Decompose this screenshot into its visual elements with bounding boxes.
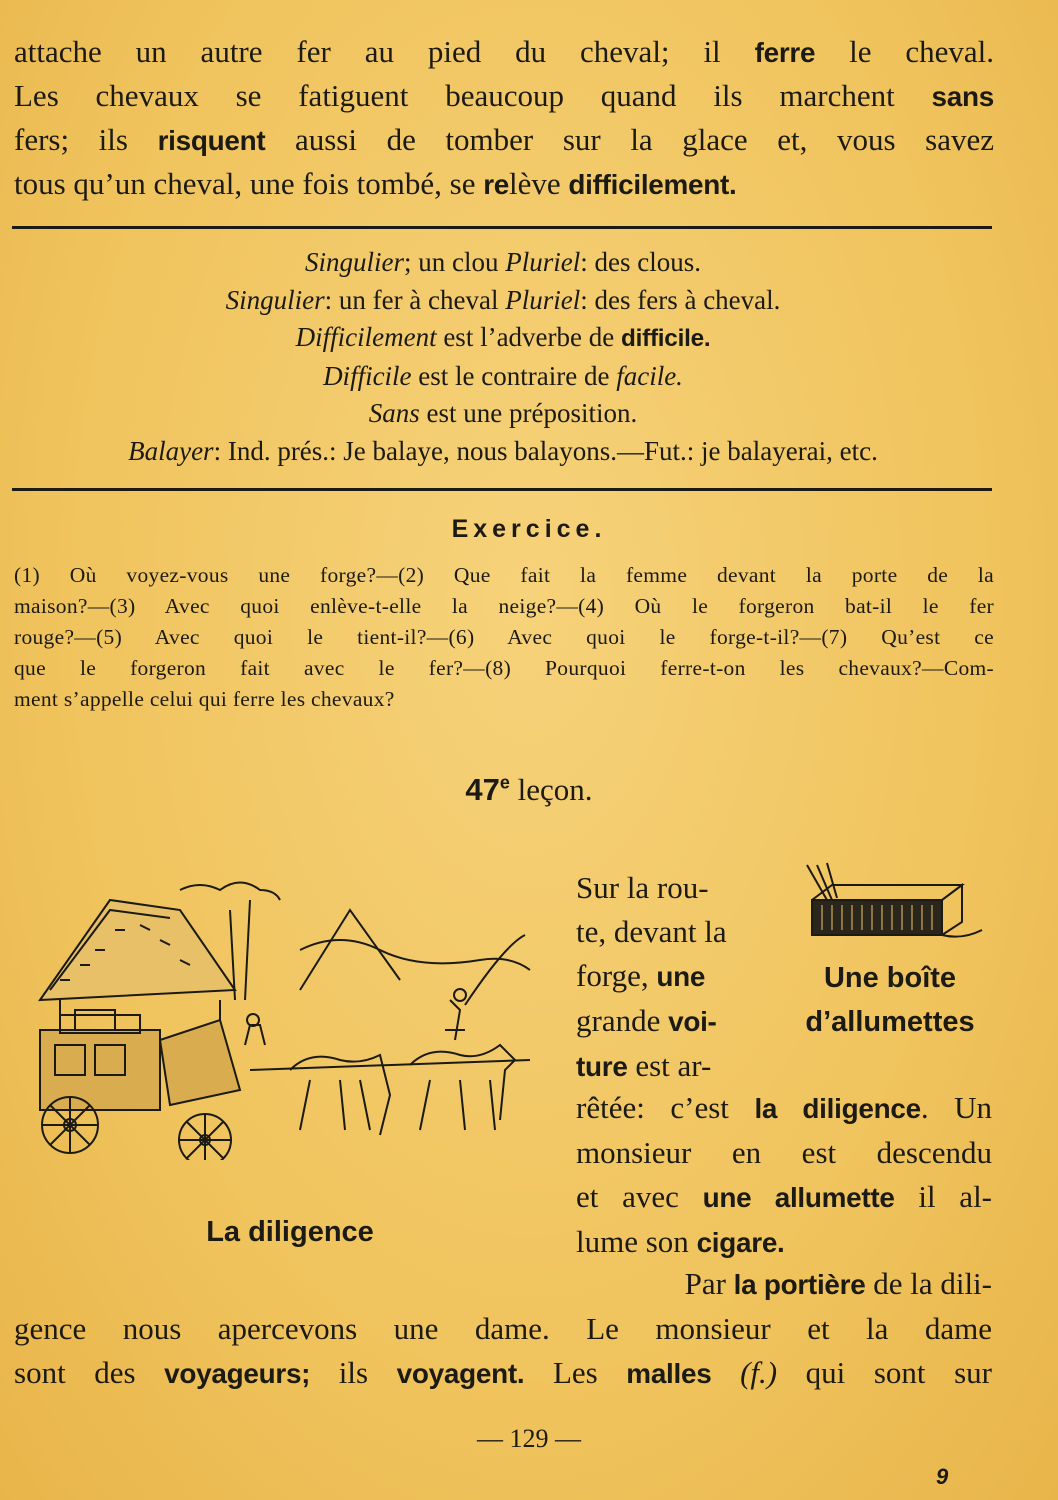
text-segment: et avec [576, 1179, 703, 1214]
text-line [576, 1086, 992, 1131]
text-segment: malles [626, 1358, 712, 1389]
exercise-line: ment s’appelle celui qui ferre les chevaux? [14, 687, 395, 711]
text-line [14, 118, 994, 162]
text-segment: rêtée: c’est [576, 1090, 755, 1125]
text-line [12, 433, 994, 471]
text-line [14, 30, 994, 74]
text-segment: re [483, 169, 510, 200]
text-line [14, 74, 994, 118]
text-segment: tous qu’un cheval, une fois tombé, se [14, 166, 484, 201]
text-segment: monsieur en est descendu [576, 1135, 992, 1170]
text-segment: voi- [668, 1006, 717, 1037]
text-segment: difficile. [621, 325, 711, 352]
text-segment: est l’adverbe de [436, 322, 621, 352]
text-line [576, 1044, 766, 1089]
exercise-line: maison?—(3) Avec quoi enlève-t-elle la neige?—(4) Où le forgeron bat-il le fer [14, 594, 994, 618]
text-segment: le cheval. [815, 34, 995, 69]
text-segment: la diligence [754, 1093, 921, 1124]
matchbox-caption-line: Une boîte [823, 962, 957, 994]
text-line [14, 1262, 992, 1307]
text-segment: une [656, 961, 706, 992]
text-line [576, 866, 766, 910]
illustration-caption: La diligence [206, 1216, 374, 1248]
text-segment: ; un clou [404, 247, 506, 277]
text-segment: grande [576, 1003, 669, 1038]
text-segment: voyagent. [396, 1358, 525, 1389]
text-segment: Difficile [323, 360, 412, 391]
text-line [576, 1175, 992, 1220]
text-segment: ils [310, 1355, 397, 1390]
text-line [12, 358, 994, 396]
text-segment: difficilement. [568, 169, 737, 200]
text-segment: (f.) [740, 1355, 778, 1390]
text-line [14, 1351, 992, 1396]
text-segment: cigare. [696, 1227, 785, 1258]
text-segment: lève [509, 166, 569, 201]
text-segment: la portière [733, 1269, 866, 1300]
text-segment: Les chevaux se fatiguent beaucoup quand ils marchent [14, 78, 932, 113]
lesson-word: leçon. [517, 772, 593, 807]
text-segment: te, devant la [576, 914, 727, 949]
text-line [14, 1307, 992, 1351]
text-segment: Les [524, 1355, 627, 1390]
divider-bottom [12, 488, 992, 491]
text-segment: de la dili- [865, 1266, 992, 1301]
text-segment: est ar- [627, 1048, 712, 1083]
text-segment: Par [684, 1266, 734, 1301]
diligence-illustration [20, 870, 550, 1160]
text-segment: est une préposition. [419, 398, 638, 428]
wide-text-column [576, 1086, 992, 1265]
text-segment: Sans [368, 398, 420, 428]
text-segment: une allumette [702, 1182, 895, 1213]
matchbox-illustration [792, 860, 992, 950]
lesson-sup: e [499, 772, 510, 793]
text-segment: il al- [894, 1179, 992, 1214]
page-number: — 129 — [477, 1424, 581, 1453]
text-segment: Balayer [128, 435, 214, 466]
text-segment: sont des [14, 1355, 165, 1390]
text-segment: voyageurs; [164, 1358, 311, 1389]
text-segment: : un fer à cheval [324, 284, 506, 315]
top-paragraph [14, 30, 994, 206]
text-segment: . Un [920, 1090, 992, 1125]
text-segment: Pluriel [505, 247, 581, 277]
text-line [12, 395, 994, 433]
text-segment: ture [576, 1051, 628, 1082]
text-segment: Singulier [225, 284, 325, 315]
text-line [576, 1131, 992, 1175]
text-segment: Singulier [305, 247, 404, 277]
lesson-number: 47 [465, 772, 500, 807]
text-segment: forge, [576, 958, 657, 993]
text-line [12, 244, 994, 282]
text-segment: fers; ils [14, 122, 158, 157]
exercise-line: (1) Où voyez-vous une forge?—(2) Que fait la femme devant la porte de la [14, 563, 994, 587]
text-segment: ferre [754, 37, 816, 68]
divider-top [12, 226, 992, 229]
text-segment: aussi de tomber sur la glace et, vous savez [265, 122, 995, 157]
bottom-paragraph [14, 1262, 992, 1396]
exercise-line: que le forgeron fait avec le fer?—(8) Pourquoi ferre-t-on les chevaux?—Com- [14, 656, 994, 680]
text-segment: risquent [157, 125, 266, 156]
narrow-text-column [576, 866, 766, 1089]
matchbox-caption-line: d’allumettes [805, 1006, 975, 1038]
text-segment: gence nous apercevons une dame. Le monsieur et la dame [14, 1311, 992, 1346]
grammar-notes [12, 244, 994, 470]
exercise-title: Exercice. [451, 515, 607, 543]
signature-mark: 9 [936, 1464, 949, 1489]
text-line [14, 162, 994, 206]
text-segment: attache un autre fer au pied du cheval; il [14, 34, 755, 69]
text-line [576, 999, 766, 1044]
text-segment: est le contraire de [411, 360, 617, 391]
lesson-heading [0, 772, 1058, 808]
text-segment: sans [931, 81, 994, 112]
text-segment: Sur la rou- [576, 870, 709, 905]
text-segment: Pluriel [505, 284, 581, 315]
text-segment: Difficilement [295, 322, 437, 352]
text-segment: : des fers à cheval. [580, 284, 781, 315]
text-line [12, 319, 994, 358]
text-segment [711, 1355, 740, 1390]
text-line [576, 954, 766, 999]
text-segment: qui sont sur [777, 1355, 993, 1390]
text-line [12, 282, 994, 320]
text-segment: : Ind. prés.: Je balaye, nous balayons.—Fut.: je balayerai, etc. [213, 435, 878, 466]
text-line [576, 1220, 992, 1265]
text-segment: lume son [576, 1224, 697, 1259]
exercise-questions [14, 560, 994, 715]
exercise-line: rouge?—(5) Avec quoi le tient-il?—(6) Avec quoi le forge-t-il?—(7) Qu’est ce [14, 625, 994, 649]
text-line [576, 910, 766, 954]
text-segment: facile. [616, 360, 683, 391]
text-segment: : des clous. [580, 247, 701, 277]
matchbox-caption [790, 956, 990, 1044]
